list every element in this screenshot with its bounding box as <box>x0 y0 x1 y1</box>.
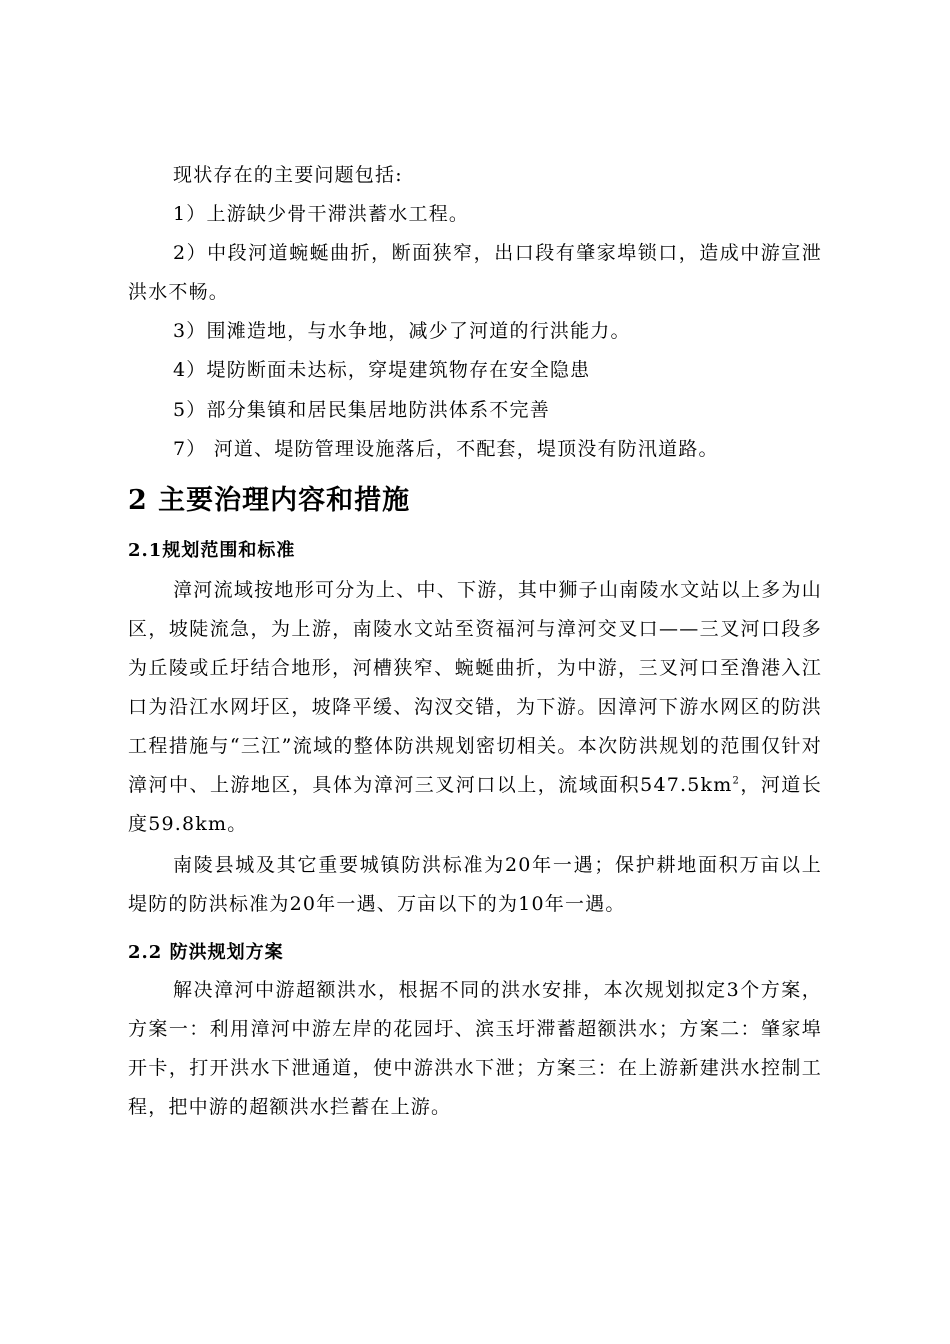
section-2-2-paragraph-1: 解决漳河中游超额洪水，根据不同的洪水安排，本次规划拟定3个方案，方案一：利用漳河中游左岸的花园圩、滨玉圩滞蓄超额洪水；方案二：肇家埠开卡，打开洪水下泄通道，使中游洪水下泄；方案三：在上游新建洪水控制工程，把中游的超额洪水拦蓄在上游。 <box>128 979 822 1118</box>
problem-item: 7） 河道、堤防管理设施落后，不配套，堤顶没有防汛道路。 <box>173 438 719 460</box>
section-2-1-paragraph-1 <box>128 571 822 844</box>
problem-item: 5）部分集镇和居民集居地防洪体系不完善 <box>173 399 550 421</box>
intro-text: 现状存在的主要问题包括: <box>173 164 403 186</box>
section-2-2-heading: 2.2 防洪规划方案 <box>128 942 284 963</box>
problem-item: 4）堤防断面未达标，穿堤建筑物存在安全隐患 <box>173 359 591 381</box>
section-2-1-paragraph-1-text: 漳河流域按地形可分为上、中、下游，其中狮子山南陵水文站以上多为山区，坡陡流急，为上游，南陵水文站至资福河与漳河交叉口——三叉河口段多为丘陵或丘圩结合地形，河槽狭窄、蜿蜒曲折，为中游，三叉河口至澛港入江口为沿江水网圩区，坡降平缓、沟汊交错，为下游。因漳河下游水网区的防洪工程措施与“三江”流域的整体防洪规划密切相关。本次防洪规划的范围仅针对漳河中、上游地区，具体为漳河三叉河口以上，流域面积547.5km <box>128 579 822 796</box>
section-2-1-heading: 2.1规划范围和标准 <box>128 540 296 561</box>
superscript-two: 2 <box>732 775 741 787</box>
section-2-heading: 2 主要治理内容和措施 <box>128 485 411 516</box>
problem-item: 1）上游缺少骨干滞洪蓄水工程。 <box>173 203 470 225</box>
section-2-1-paragraph-2: 南陵县城及其它重要城镇防洪标准为20年一遇；保护耕地面积万亩以上堤防的防洪标准为20年一遇、万亩以下的为10年一遇。 <box>128 854 822 915</box>
problem-item: 3）围滩造地，与水争地，减少了河道的行洪能力。 <box>173 320 631 342</box>
problem-item: 2）中段河道蜿蜒曲折，断面狭窄，出口段有肇家埠锁口，造成中游宣泄洪水不畅。 <box>128 242 822 303</box>
section-2-1-paragraph-1-tail: ，河道长度59.8km。 <box>128 774 822 835</box>
